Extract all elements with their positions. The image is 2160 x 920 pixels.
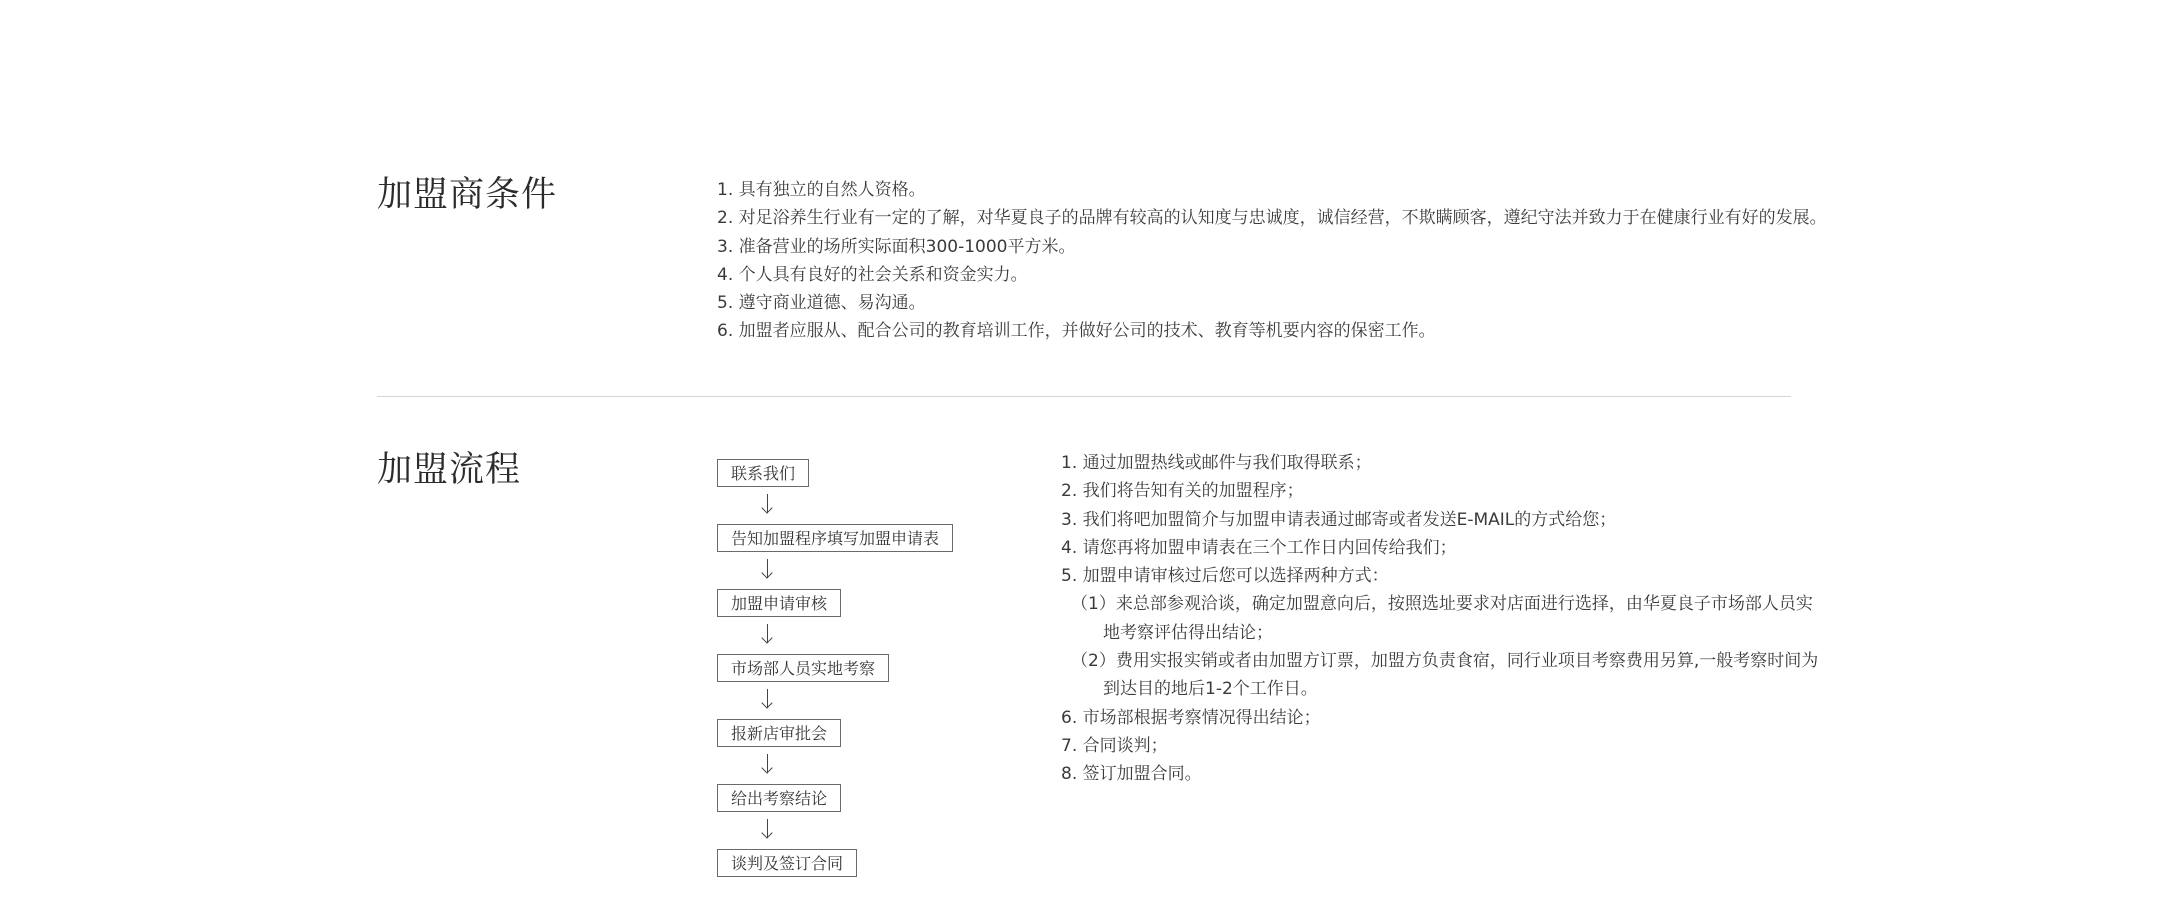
arrow-down-icon: [717, 812, 797, 849]
process-item: 2. 我们将告知有关的加盟程序；: [1061, 481, 1304, 502]
condition-item: 6. 加盟者应服从、配合公司的教育培训工作，并做好公司的技术、教育等机要内容的保密工作。: [717, 321, 1436, 342]
condition-item: 1. 具有独立的自然人资格。: [717, 180, 926, 200]
arrow-down-icon: [717, 617, 797, 654]
arrow-down-icon: [717, 552, 797, 589]
process-item: 1. 通过加盟热线或邮件与我们取得联系；: [1061, 453, 1372, 473]
arrow-down-icon: [717, 747, 797, 784]
process-subitem: （1）来总部参观洽谈，确定加盟意向后，按照选址要求对店面进行选择，由华夏良子市场部人员实: [1071, 594, 1813, 615]
conditions-list: [717, 176, 1827, 346]
condition-item: 3. 准备营业的场所实际面积300-1000平方米。: [717, 236, 1076, 257]
flow-step-contract: 谈判及签订合同: [717, 849, 857, 877]
process-item: 5. 加盟申请审核过后您可以选择两种方式：: [1061, 566, 1389, 587]
flow-step-approval-meeting: 报新店审批会: [717, 719, 841, 747]
flow-step-review: 加盟申请审核: [717, 589, 841, 617]
conditions-title: 加盟商条件: [377, 175, 558, 215]
process-list: [1061, 449, 1819, 789]
flow-step-inspection: 市场部人员实地考察: [717, 654, 889, 682]
process-subitem: （2）费用实报实销或者由加盟方订票，加盟方负责食宿，同行业项目考察费用另算,一般考察时间为: [1071, 651, 1819, 672]
process-subitem-continued: 地考察评估得出结论；: [1103, 622, 1273, 643]
process-title: 加盟流程: [377, 450, 522, 490]
flow-step-conclusion: 给出考察结论: [717, 784, 841, 812]
process-item: 8. 签订加盟合同。: [1061, 764, 1202, 785]
process-flowchart: [717, 459, 1017, 877]
flow-step-application: 告知加盟程序填写加盟申请表: [717, 524, 953, 552]
condition-item: 4. 个人具有良好的社会关系和资金实力。: [717, 264, 1028, 285]
process-item: 3. 我们将吧加盟简介与加盟申请表通过邮寄或者发送E-MAIL的方式给您；: [1061, 509, 1617, 530]
process-item: 7. 合同谈判；: [1061, 735, 1168, 756]
flow-step-contact: 联系我们: [717, 459, 809, 487]
process-item: 4. 请您再将加盟申请表在三个工作日内回传给我们；: [1061, 537, 1457, 558]
section-divider: [377, 396, 1791, 397]
condition-item: 2. 对足浴养生行业有一定的了解，对华夏良子的品牌有较高的认知度与忠诚度，诚信经营，不欺瞒顾客，遵纪守法并致力于在健康行业有好的发展。: [717, 208, 1827, 229]
arrow-down-icon: [717, 487, 797, 524]
arrow-down-icon: [717, 682, 797, 719]
condition-item: 5. 遵守商业道德、易沟通。: [717, 293, 926, 314]
process-item: 6. 市场部根据考察情况得出结论；: [1061, 707, 1321, 728]
process-subitem-continued: 到达目的地后1-2个工作日。: [1103, 679, 1318, 700]
